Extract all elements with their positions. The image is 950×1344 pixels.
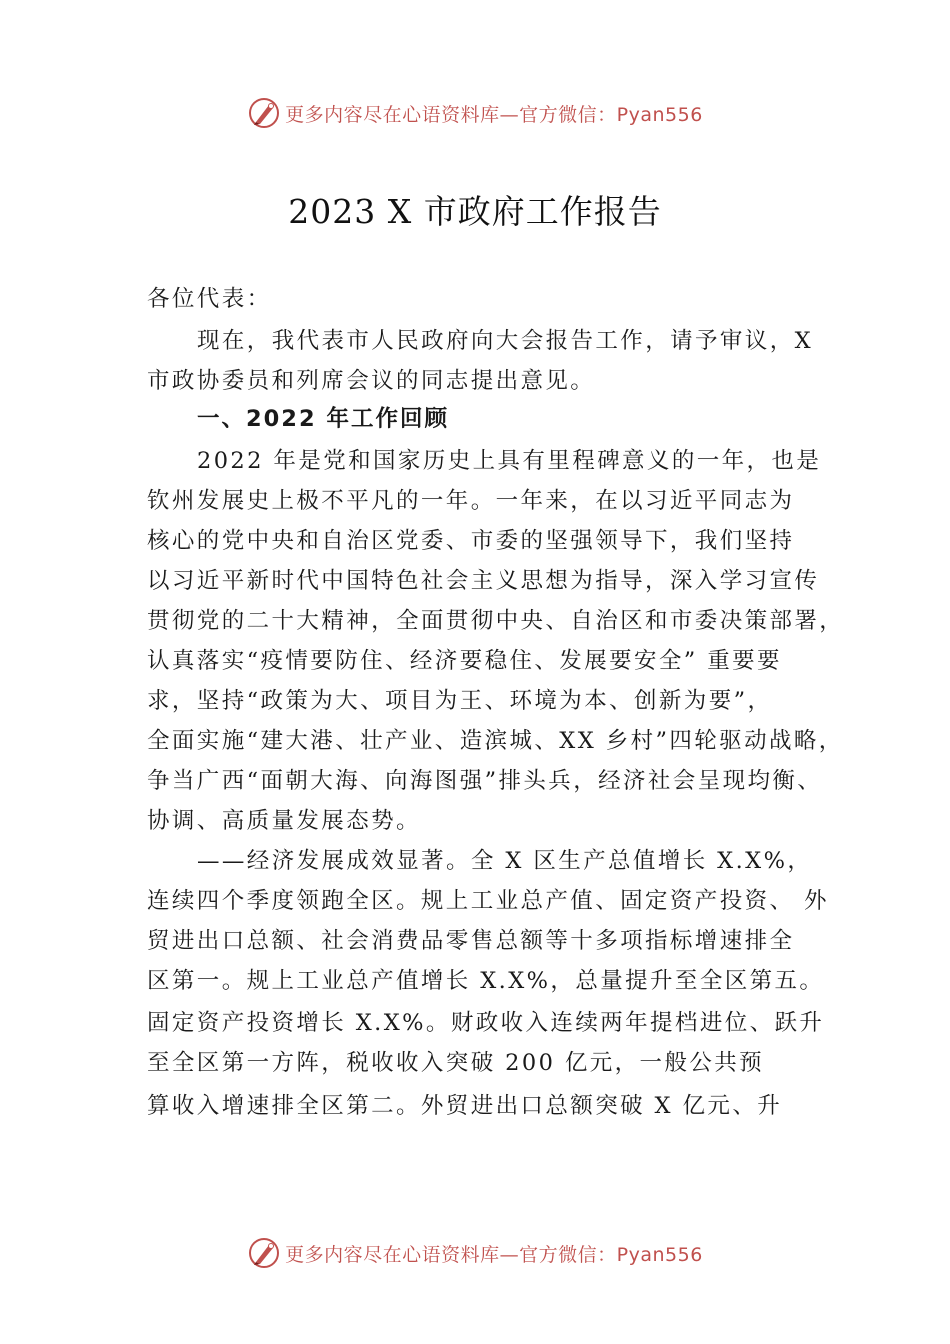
paragraph-line: 钦州发展史上极不平凡的一年。一年来，在以习近平同志为 (147, 488, 795, 514)
paragraph-line: 固定资产投资增长 X.X%。财政收入连续两年提档进位、跃升 (147, 1010, 825, 1036)
pen-logo-icon (247, 1236, 281, 1270)
paragraph-line: 以习近平新时代中国特色社会主义思想为指导，深入学习宣传 (147, 568, 820, 594)
paragraph-line: 贯彻党的二十大精神，全面贯彻中央、自治区和市委决策部署， (147, 608, 845, 634)
paragraph-line: 现在，我代表市人民政府向大会报告工作，请予审议，X (197, 328, 814, 354)
paragraph-line: 区第一。规上工业总产值增长 X.X%，总量提升至全区第五。 (147, 968, 825, 994)
paragraph-line: 至全区第一方阵，税收收入突破 200 亿元，一般公共预 (147, 1050, 765, 1076)
paragraph-line: 贸进出口总额、社会消费品零售总额等十多项指标增速排全 (147, 928, 795, 954)
paragraph-line: 全面实施“建大港、壮产业、造滨城、XX 乡村”四轮驱动战略， (147, 728, 844, 754)
salutation: 各位代表： (147, 286, 272, 312)
pen-logo-icon (247, 96, 281, 130)
section-heading: 一、2022 年工作回顾 (197, 406, 449, 432)
paragraph-line: 算收入增速排全区第二。外贸进出口总额突破 X 亿元、升 (147, 1093, 783, 1119)
paragraph-line: 2022 年是党和国家历史上具有里程碑意义的一年，也是 (197, 448, 822, 474)
paragraph-line: 核心的党中央和自治区党委、市委的坚强领导下，我们坚持 (147, 528, 795, 554)
watermark-header (0, 93, 950, 133)
wechat-id: Pyan556 (616, 1243, 703, 1266)
paragraph-line: 连续四个季度领跑全区。规上工业总产值、固定资产投资、 外 (147, 888, 829, 914)
paragraph-line: 协调、高质量发展态势。 (147, 808, 421, 834)
watermark-text: 更多内容尽在心语资料库—官方微信：Pyan556 (285, 103, 703, 126)
paragraph-line: 求，坚持“政策为大、项目为王、环境为本、创新为要”， (147, 688, 773, 714)
watermark-footer (0, 1233, 950, 1273)
paragraph-line: 认真落实“疫情要防住、经济要稳住、发展要安全” 重要要 (147, 648, 782, 674)
paragraph-line: 市政协委员和列席会议的同志提出意见。 (147, 368, 596, 394)
watermark-text: 更多内容尽在心语资料库—官方微信：Pyan556 (285, 1243, 703, 1266)
wechat-id: Pyan556 (616, 103, 703, 126)
document-title: 2023 X 市政府工作报告 (288, 192, 662, 231)
paragraph-line: ——经济发展成效显著。全 X 区生产总值增长 X.X%， (197, 848, 813, 874)
paragraph-line: 争当广西“面朝大海、向海图强”排头兵，经济社会呈现均衡、 (147, 768, 823, 794)
